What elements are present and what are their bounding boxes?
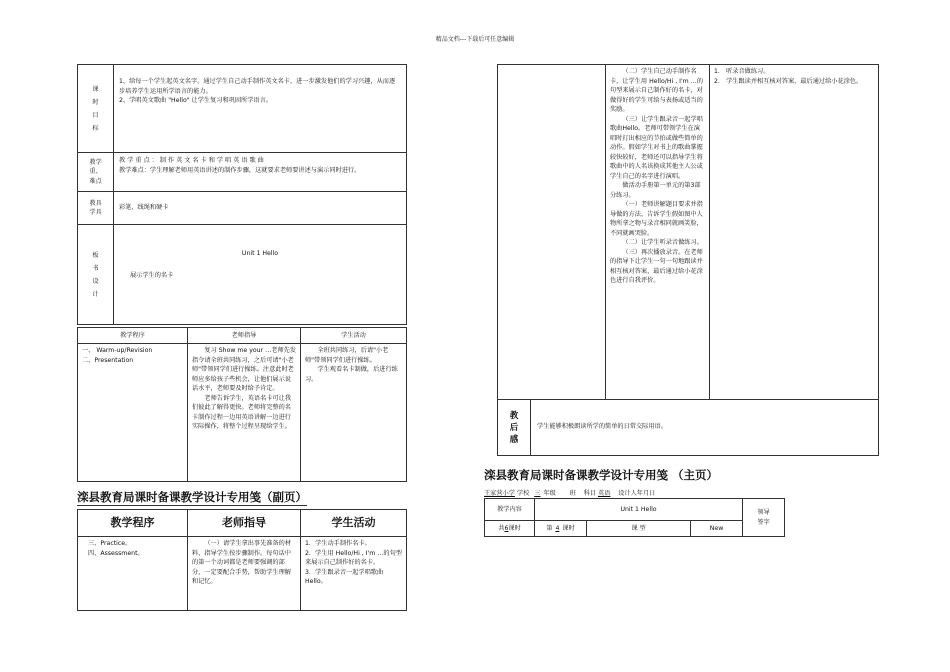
leader-sign-label: 领导 签字 [743, 499, 785, 537]
col-header-teacher: 老师指导 [188, 328, 301, 344]
header-note: 精品文档---下载后可任意编辑 [435, 36, 515, 43]
continuation-student [710, 65, 879, 400]
content-value: Unit 1 Hello [535, 499, 743, 521]
cont-teacher-text-6: （三）再次播放录音。在老师的指导下让学生一句一句地跟读并相互核对答案，最后通过给小花涂色进行自我评价。 [610, 248, 703, 284]
goal-2: 2、学唱英文歌曲 "Hello" 让学生复习和巩固所学语言。 [119, 97, 272, 104]
reflection-row [498, 400, 879, 456]
cont-student-text-2: 2． 学生跟读并相互核对答案，最后通过给小花涂色。 [714, 77, 863, 85]
sub-header-teacher: 老师指导 [188, 510, 301, 537]
reflection-label: 教 后 感 [498, 400, 531, 455]
sub-page-table [77, 509, 407, 611]
cont-teacher-text-4: （一）老师讲解题目要求并指导做的方法。告诉学生假如图中人物所拿之物与录音相同就画笑脸，不同就画哭脸。 [610, 201, 703, 237]
col-header-procedure: 教学程序 [78, 328, 188, 344]
step-assessment: 四、Assessment。 [88, 549, 144, 557]
lesson-type-value: New [691, 521, 743, 537]
board-content [114, 225, 407, 325]
teacher-text-2: 老师告诉学生，英语名卡可让我们彼此了解得更快。老师将完整的名卡制作过程一边用英语讲解一边进行实际操作，将整个过程呈现给学生。 [192, 394, 292, 430]
sub-procedure-steps [78, 537, 188, 611]
designer-field: 设计人年月日 [618, 490, 656, 497]
student-text-1: 全班共同练习，后请"小老师"带领同学们进行操练。 [305, 347, 389, 364]
student-text-2: 学生观看名卡制做，后进行练习。 [305, 366, 398, 383]
content-label: 教学内容 [485, 499, 535, 521]
main-page-table [484, 498, 785, 537]
total-lessons: 共6课时 [485, 521, 535, 537]
step-warmup: 一、 Warm-up/Revision [82, 347, 153, 354]
procedure-table [77, 327, 407, 482]
continuation-table [497, 64, 879, 456]
lesson-type-label: 课 型 [587, 521, 691, 537]
goals-content [114, 65, 407, 153]
sub-teacher-text: （一）请学生拿出事先准备的材料，指导学生按步骤制作。每句话中的第一个动词都是老师要强调的部分，一定要配合手势，帮助学生理解和记忆。 [192, 540, 292, 585]
sub-header-student: 学生活动 [301, 510, 407, 537]
keypoint: 教 学 重 点 ： 制 作 英 文 名 卡 和 学 唱 英 语 歌 曲 [119, 157, 264, 164]
sub-student-text-1: 1．学生动手制作名卡。 [305, 540, 371, 547]
board-text: 展示学生的名卡 [130, 272, 174, 279]
cont-teacher-text-3: 做活动手册第一单元的第3部分练习。 [610, 182, 701, 199]
cont-student-text-1: 1． 听录音做练习。 [714, 68, 770, 75]
cont-teacher-text-2: （三）让学生跟录音一起学唱歌曲Hello。老师可带领学生在演唱时打出相应的节拍或做些简单的动作。假如学生对书上的歌曲掌握较快较好，老师还可以指导学生将歌曲中的人名该换成其他主人公或学生自己的名字进行演唱。 [610, 115, 703, 180]
step-presentation: 二、Presentation [82, 356, 134, 364]
tools-content: 彩笔、线绳和硬卡 [114, 192, 407, 225]
student-activity [301, 344, 407, 482]
teacher-guidance [188, 344, 301, 482]
school-line: 王家营小学 学校 三 年级 班 科目 英语 设计人年月日 [484, 490, 656, 497]
current-lesson: 第 4 课时 [535, 521, 587, 537]
continuation-teacher [606, 65, 710, 400]
cont-teacher-text-1: （二）学生自己动手制作名卡，让学生用 Hello/Hi , I'm …的句型来展示自己制作好的名卡，对做得好的学生可给与表扬或适当的奖励。 [610, 68, 704, 113]
subject-value: 英语 [598, 490, 611, 497]
grade-value: 三 [534, 490, 541, 497]
goal-1: 1、给每一个学生起英文名字。通过学生自己动手制作英文名卡，进一步激发他们的学习兴趣，从而逐步培养学生运用所学语言的能力。 [119, 78, 396, 95]
teacher-text-1: 复习 Show me your …老师先发指令请全班共同练习，之后可请"小老师"带领同学们进行操练。注意此时老师应多给孩子些机会，让他们展示说话水平，老师要及时给予肯定。 [192, 347, 297, 392]
sub-student-text-2: 2．学生用 Hello/Hi , I'm …的句型来展示自己制作好的名卡。 [305, 549, 402, 566]
keypoints-label: 教学 重、 难点 [78, 153, 114, 192]
sub-header-procedure: 教学程序 [78, 510, 188, 537]
school-name: 王家营小学 [484, 490, 515, 497]
goals-label: 课 时 目 标 [78, 65, 114, 153]
sub-page-title: 滦县教育局课时备课教学设计专用笺（副页） [77, 490, 307, 504]
sub-teacher-guidance [188, 537, 301, 611]
board-label: 板 书 设 计 [78, 225, 114, 325]
cont-teacher-text-5: （二）让学生听录音做练习。 [622, 239, 703, 246]
continuation-procedure [498, 65, 606, 400]
procedure-steps [78, 344, 188, 482]
step-practice: 三、Practice。 [88, 540, 132, 547]
main-page-title: 滦县教育局课时备课教学设计专用笺 （主页） [484, 468, 719, 482]
board-title: Unit 1 Hello [241, 250, 279, 257]
col-header-student: 学生活动 [301, 328, 407, 344]
tools-label: 教具 学具 [78, 192, 114, 225]
keypoints-content [114, 153, 407, 192]
lesson-plan-table [77, 64, 407, 325]
sub-student-text-3: 3．学生跟录音一起学唱歌曲Hello。 [305, 568, 384, 585]
difficulty: 教学难点：学生理解老师用英语讲述的制作步骤，这就要求老师要讲述与演示同时进行。 [119, 166, 361, 174]
sub-student-activity [301, 537, 407, 611]
reflection-text: 学生能够积极朗读所学的简单的日常交际用语。 [537, 423, 667, 430]
